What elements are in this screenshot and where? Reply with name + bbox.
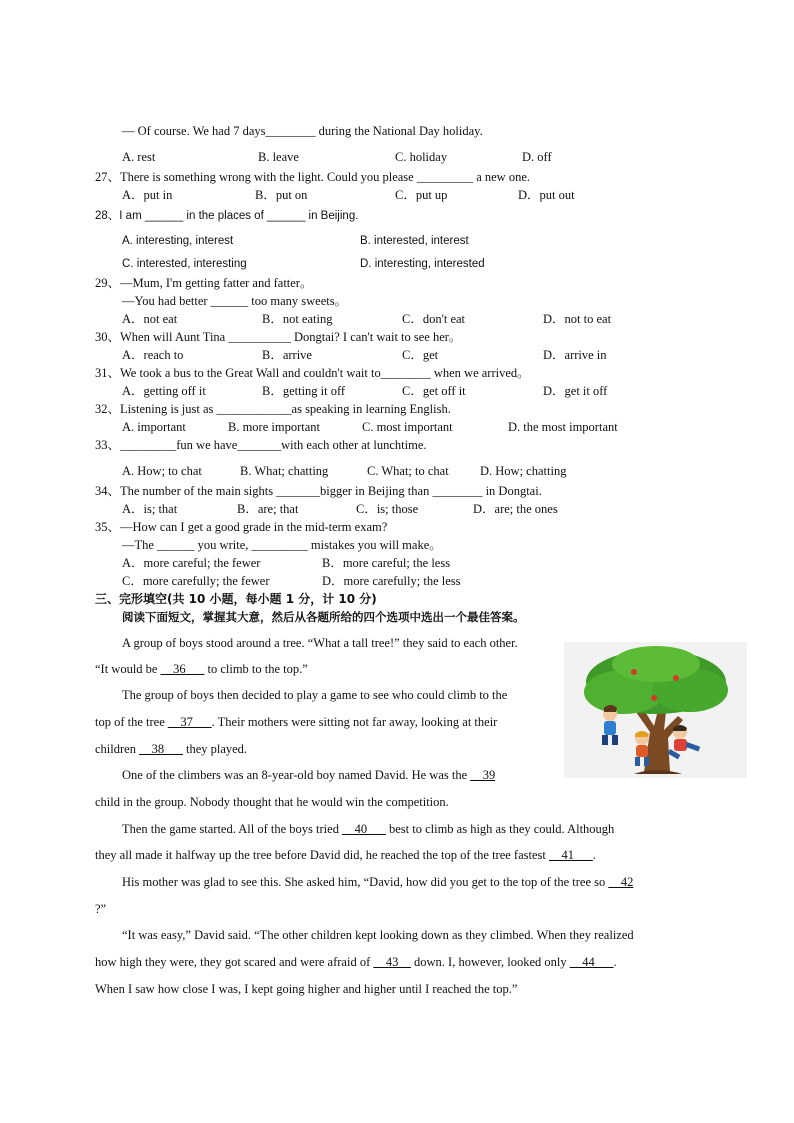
passage-text: “It would be bbox=[95, 662, 161, 676]
passage-text: Then the game started. All of the boys tried bbox=[122, 822, 343, 836]
blank-36[interactable]: __36___ bbox=[160, 662, 205, 676]
passage-line-1: A group of boys stood around a tree. “What a tall tree!” they said to each other. bbox=[122, 636, 518, 650]
passage-line-13 bbox=[95, 954, 617, 970]
q26-option-b[interactable]: B. leave bbox=[258, 150, 299, 164]
blank-44[interactable]: __44___ bbox=[569, 955, 614, 969]
q26-option-c[interactable]: C. holiday bbox=[395, 150, 448, 164]
passage-line-10 bbox=[122, 874, 633, 890]
passage-text: top of the tree bbox=[95, 715, 168, 729]
q34-stem: 34、The number of the main sights _______bigger in Beijing than ________ in Dongtai. bbox=[95, 484, 542, 498]
q30-option-d[interactable]: D．arrive in bbox=[543, 348, 607, 362]
blank-39[interactable]: __39 bbox=[470, 768, 496, 782]
passage-text: they all made it halfway up the tree before David did, he reached the top of the tree fastest bbox=[95, 848, 549, 862]
section-3-instruction: 阅读下面短文，掌握其大意，然后从各题所给的四个选项中选出一个最佳答案。 bbox=[122, 610, 525, 624]
q27-option-a[interactable]: A．put in bbox=[122, 188, 173, 202]
passage-line-14: When I saw how close I was, I kept going higher and higher until I reached the top.” bbox=[95, 982, 518, 996]
q28-option-c[interactable]: C. interested, interesting bbox=[122, 258, 247, 270]
q27-option-c[interactable]: C．put up bbox=[395, 188, 448, 202]
q35-option-d[interactable]: D．more carefully; the less bbox=[322, 574, 461, 588]
passage-text: His mother was glad to see this. She asked him, “David, how did you get to the top of the tree so bbox=[122, 875, 609, 889]
q29-option-d[interactable]: D．not to eat bbox=[543, 312, 612, 326]
passage-text: they played. bbox=[182, 742, 248, 756]
q34-option-a[interactable]: A．is; that bbox=[122, 502, 178, 516]
q33-option-a[interactable]: A. How; to chat bbox=[122, 464, 202, 478]
q28-option-d[interactable]: D. interesting, interested bbox=[360, 258, 485, 270]
passage-text: how high they were, they got scared and were afraid of bbox=[95, 955, 374, 969]
q31-option-b[interactable]: B．getting it off bbox=[262, 384, 346, 398]
passage-line-3: The group of boys then decided to play a game to see who could climb to the bbox=[122, 688, 508, 702]
q26-option-a[interactable]: A. rest bbox=[122, 150, 156, 164]
q30-option-a[interactable]: A．reach to bbox=[122, 348, 184, 362]
passage-text: One of the climbers was an 8-year-old boy named David. He was the bbox=[122, 768, 471, 782]
q26-stem: — Of course. We had 7 days________ during the National Day holiday. bbox=[122, 124, 483, 138]
q31-stem: 31、We took a bus to the Great Wall and couldn't wait to________ when we arrived。 bbox=[95, 366, 530, 380]
passage-line-11: ?” bbox=[95, 902, 107, 916]
q32-option-a[interactable]: A. important bbox=[122, 420, 186, 434]
passage-line-5 bbox=[95, 741, 247, 757]
section-3-heading: 三、完形填空(共 10 小题，每小题 1 分，计 10 分) bbox=[95, 592, 377, 606]
q27-stem: 27、There is something wrong with the light. Could you please _________ a new one. bbox=[95, 170, 531, 184]
q27-option-d[interactable]: D．put out bbox=[518, 188, 575, 202]
q32-option-c[interactable]: C. most important bbox=[362, 420, 453, 434]
passage-text: . bbox=[613, 955, 617, 969]
q33-option-d[interactable]: D. How; chatting bbox=[480, 464, 567, 478]
q29-stem-2: —You had better ______ too many sweets。 bbox=[122, 294, 348, 308]
q31-option-d[interactable]: D．get it off bbox=[543, 384, 608, 398]
q28-stem: 28、I am ______ in the places of ______ in Beijing. bbox=[95, 210, 359, 222]
q33-option-b[interactable]: B. What; chatting bbox=[240, 464, 329, 478]
q35-option-b[interactable]: B．more careful; the less bbox=[322, 556, 451, 570]
tree-with-children-icon bbox=[564, 642, 747, 778]
passage-text: best to climb as high as they could. Although bbox=[385, 822, 615, 836]
q30-option-b[interactable]: B．arrive bbox=[262, 348, 312, 362]
q35-option-c[interactable]: C．more carefully; the fewer bbox=[122, 574, 270, 588]
passage-line-6 bbox=[122, 767, 495, 783]
q29-stem: 29、—Mum, I'm getting fatter and fatter。 bbox=[95, 276, 313, 290]
q28-option-a[interactable]: A. interesting, interest bbox=[122, 235, 234, 247]
blank-38[interactable]: __38___ bbox=[139, 742, 183, 756]
q31-option-c[interactable]: C．get off it bbox=[402, 384, 466, 398]
passage-text: down. I, however, looked only bbox=[410, 955, 570, 969]
blank-40[interactable]: __40___ bbox=[342, 822, 386, 836]
passage-line-4 bbox=[95, 714, 497, 730]
passage-line-2 bbox=[95, 661, 308, 677]
q34-option-d[interactable]: D．are; the ones bbox=[473, 502, 558, 516]
passage-line-7: child in the group. Nobody thought that he would win the competition. bbox=[95, 795, 449, 809]
q34-option-c[interactable]: C．is; those bbox=[356, 502, 419, 516]
q29-option-c[interactable]: C．don't eat bbox=[402, 312, 466, 326]
q28-option-b[interactable]: B. interested, interest bbox=[360, 235, 469, 247]
passage-line-12: “It was easy,” David said. “The other children kept looking down as they climbed. When they realized bbox=[122, 928, 634, 942]
blank-42[interactable]: __42 bbox=[608, 875, 634, 889]
q35-stem: 35、—How can I get a good grade in the mid-term exam? bbox=[95, 520, 388, 534]
tree-illustration bbox=[564, 642, 747, 778]
q32-stem: 32、Listening is just as ____________as speaking in learning English. bbox=[95, 402, 451, 416]
passage-text: . Their mothers were sitting not far away, looking at their bbox=[211, 715, 498, 729]
q33-stem: 33、_________fun we have_______with each other at lunchtime. bbox=[95, 438, 427, 452]
passage-line-9 bbox=[95, 847, 596, 863]
q29-option-b[interactable]: B．not eating bbox=[262, 312, 333, 326]
blank-41[interactable]: __41___ bbox=[548, 848, 593, 862]
passage-text: . bbox=[592, 848, 596, 862]
passage-text: children bbox=[95, 742, 140, 756]
q27-option-b[interactable]: B．put on bbox=[255, 188, 308, 202]
q30-stem: 30、When will Aunt Tina __________ Dongtai? I can't wait to see her。 bbox=[95, 330, 462, 344]
q31-option-a[interactable]: A．getting off it bbox=[122, 384, 206, 398]
q32-option-b[interactable]: B. more important bbox=[228, 420, 320, 434]
q33-option-c[interactable]: C. What; to chat bbox=[367, 464, 449, 478]
q35-option-a[interactable]: A．more careful; the fewer bbox=[122, 556, 261, 570]
blank-43[interactable]: __43__ bbox=[373, 955, 411, 969]
q32-option-d[interactable]: D. the most important bbox=[508, 420, 618, 434]
q30-option-c[interactable]: C．get bbox=[402, 348, 439, 362]
blank-37[interactable]: __37___ bbox=[167, 715, 212, 729]
q29-option-a[interactable]: A．not eat bbox=[122, 312, 178, 326]
q35-stem-2: —The ______ you write, _________ mistakes you will make。 bbox=[122, 538, 442, 552]
passage-text: to climb to the top.” bbox=[204, 662, 308, 676]
q26-option-d[interactable]: D. off bbox=[522, 150, 552, 164]
passage-line-8 bbox=[122, 821, 614, 837]
q34-option-b[interactable]: B．are; that bbox=[237, 502, 299, 516]
